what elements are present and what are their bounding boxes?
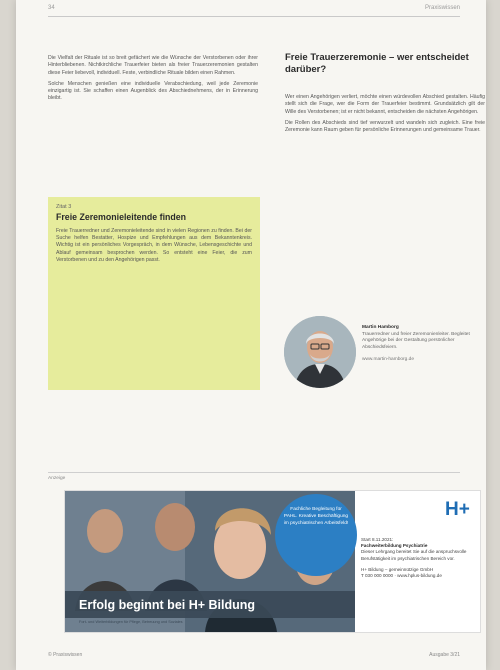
running-header: [48, 2, 460, 16]
ad-subline: Fort- und Weiterbildungen für Pflege, Betreuung und Soziales: [79, 620, 183, 624]
ad-circle-badge: [275, 494, 357, 576]
ad-course-desc: Dieser Lehrgang bereitet Sie auf die anspruchsvolle Berufstätigkeit im psychiatrischen Bereich vor.: [361, 549, 467, 561]
author-description: Trauerredner und freier Zeremonienleiter. Begleitet Angehörige bei der Gestaltung persönlicher Abschiedsfeiern.: [362, 331, 470, 350]
ad-circle-text: Fachliche Begleitung für PAHL. Kreative Beschäftigung im psychiatrischen Arbeitsfeld!: [283, 507, 349, 526]
header-rule: [48, 16, 460, 17]
left-paragraph: Die Vielfalt der Rituale ist so breit gefächert wie die Wünsche der Verstorbenen oder ihrer Hinterbliebenen. Nichtkirchliche Trauerfeier bieten als freier Trauerzeremonien gestalten diese Feier liebevoll, individuell. Feste, verbindliche Rituale bilden einen Rahmen.: [48, 55, 258, 76]
magazine-page: [16, 0, 486, 670]
ad-course-info: [361, 537, 475, 579]
section-name: Praxiswissen: [424, 5, 460, 11]
left-column-text: [48, 55, 258, 103]
ad-logo: H+: [445, 499, 470, 520]
author-portrait: [284, 316, 356, 388]
ad-contact: T 030 000 0000 · www.hplus-bildung.de: [361, 573, 442, 579]
info-box: [48, 197, 260, 390]
portrait-image: [284, 316, 356, 388]
right-paragraph: Wer einen Angehörigen verliert, möchte einen würdevollen Abschied gestalten. Häufig stellt sich die Frage, wer die Form der Trauerfeier bestimmt. Grundsätzlich gilt der Wille des Verstorbenen; ist er nicht bekannt, entscheiden die nächsten Angehörigen.: [285, 94, 485, 115]
article-title: Freie Trauerzeremonie – wer entscheidet darüber?: [285, 52, 469, 75]
page-number: 34: [48, 5, 55, 11]
ad-course-title: Fachweiterbildung Psychiatrie: [361, 543, 428, 549]
ad-separator: [48, 472, 460, 473]
info-box-title: Freie Zeremonieleitende finden: [56, 212, 187, 222]
advertisement: [64, 490, 481, 633]
author-name: Martin Hamborg: [362, 325, 399, 330]
info-box-kicker: Zitat 3: [56, 204, 72, 210]
author-bio: [362, 325, 487, 364]
ad-course-date: Start 8.11.2021:: [361, 537, 394, 542]
right-column-text: [285, 94, 485, 134]
footer-left: © Praxiswissen: [48, 652, 83, 658]
ad-label: Anzeige: [48, 476, 66, 481]
footer-right: Ausgabe 3/21: [429, 652, 460, 658]
left-paragraph: Solche Menschen genießen eine individuelle Verabschiedung, weil jede Zeremonie einzigartig ist. Sie schaffen einen Augenblick des Abschiednehmens, der in Erinnerung bleibt.: [48, 80, 258, 102]
info-box-text: Freie Trauerredner und Zeremonieleitende sind in vielen Regionen zu finden. Bei der Suche helfen Bestatter, Hospize und Empfehlungen aus dem Bekanntenkreis. Wichtig ist ein persönliches Vorgespräch, in dem Wünsche, Lebensgeschichte und Ablauf gemeinsam besprochen werden. So entsteht eine Feier, die zum Verstorbenen und zu den Angehörigen passt.: [56, 228, 252, 263]
author-website: www.martin-hamborg.de: [362, 357, 414, 363]
ad-organization: H+ Bildung – gemeinnützige GmbH: [361, 566, 434, 572]
ad-headline: Erfolg beginnt bei H+ Bildung: [79, 598, 256, 612]
right-paragraph: Die Rollen des Abschieds sind tief verwurzelt und wandeln sich zugleich. Eine freie Zeremonie kann Raum geben für persönliche Erinnerungen und gemeinsame Trauer.: [285, 119, 485, 134]
